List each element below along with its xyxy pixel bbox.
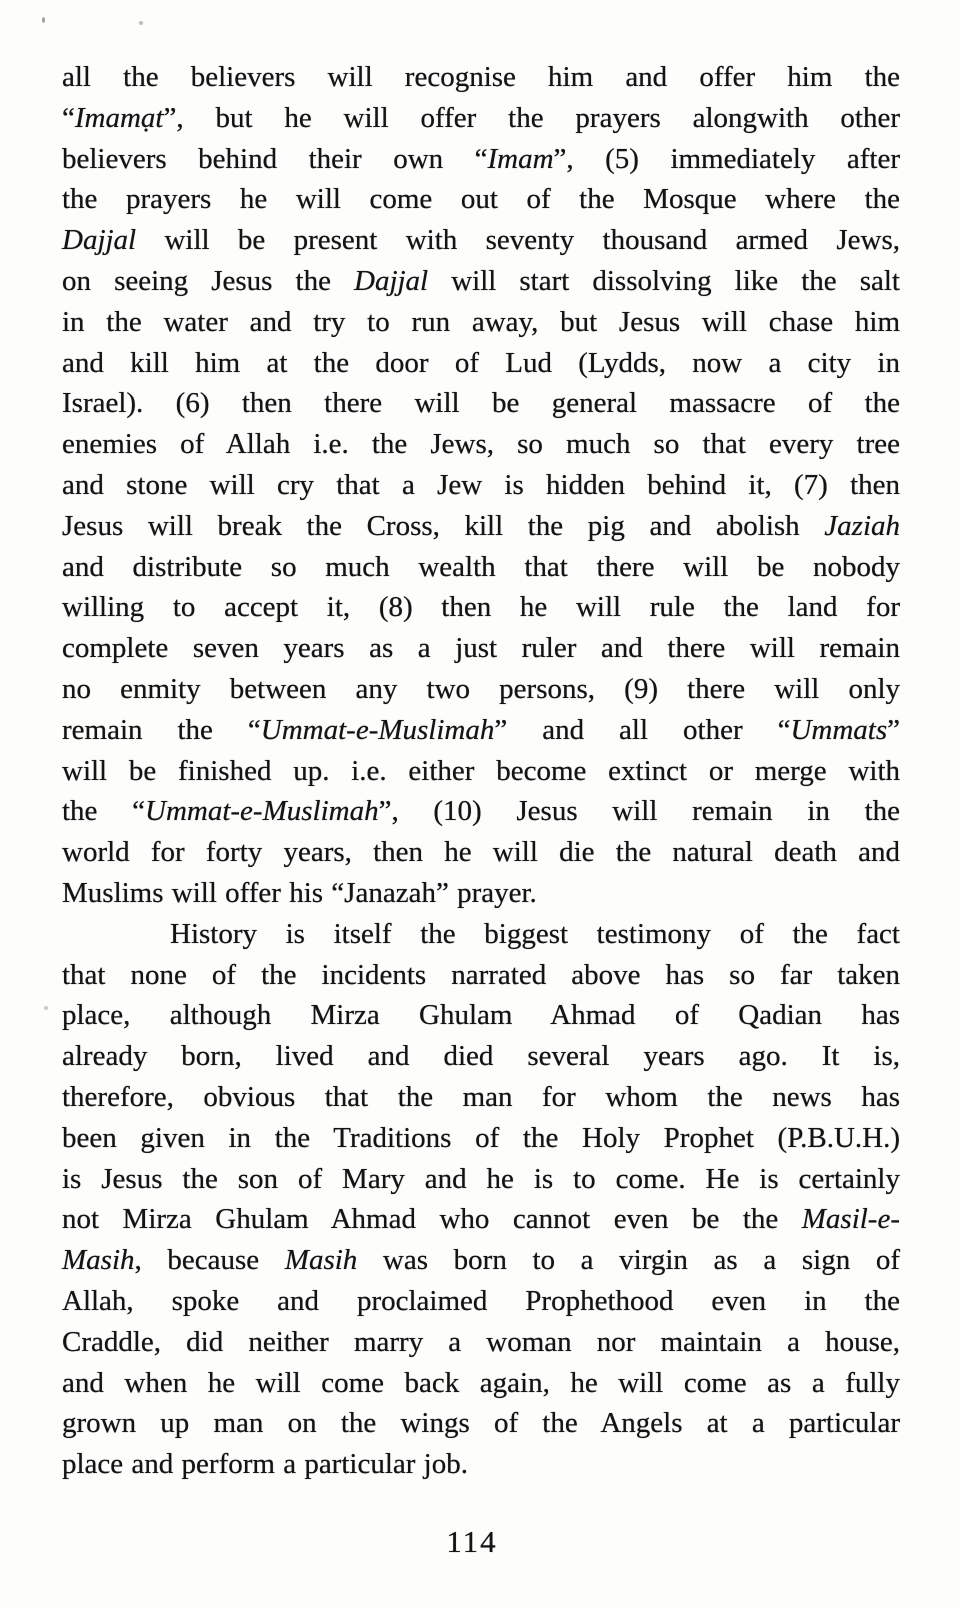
text-line bbox=[62, 587, 900, 628]
text-line bbox=[62, 220, 900, 261]
text-line bbox=[62, 669, 900, 710]
text-line bbox=[62, 995, 900, 1036]
italic-text-segment: Imam bbox=[487, 142, 554, 175]
text-segment: Craddle, did neither marry a woman nor maintain a house, bbox=[62, 1325, 900, 1358]
text-segment: the “ bbox=[62, 795, 145, 828]
text-segment: already born, lived and died several years ago. It is, bbox=[62, 1040, 900, 1073]
paragraph bbox=[62, 914, 900, 1485]
text-segment: , because bbox=[134, 1244, 285, 1277]
text-segment: will be present with seventy thousand armed Jews, bbox=[136, 224, 900, 257]
text-segment: will start dissolving like the salt bbox=[428, 264, 900, 297]
text-line bbox=[62, 873, 900, 914]
text-segment: no enmity between any two persons, (9) there will only bbox=[62, 672, 900, 705]
text-segment: “ bbox=[62, 101, 75, 134]
text-segment: in the water and try to run away, but Jesus will chase him bbox=[62, 305, 900, 338]
text-segment: ”, but he will offer the prayers alongwith other bbox=[163, 101, 900, 134]
text-segment: was born to a virgin as a sign of bbox=[357, 1244, 900, 1277]
text-line bbox=[62, 914, 900, 955]
text-line bbox=[62, 1036, 900, 1077]
text-segment: is Jesus the son of Mary and he is to come. He is certainly bbox=[62, 1162, 900, 1195]
text-segment: world for forty years, then he will die the natural death and bbox=[62, 836, 900, 869]
text-line bbox=[62, 1240, 900, 1281]
text-line bbox=[62, 98, 900, 139]
text-line bbox=[62, 383, 900, 424]
text-line bbox=[62, 424, 900, 465]
text-segment: ” bbox=[887, 713, 900, 746]
text-line bbox=[62, 1077, 900, 1118]
text-segment: Muslims will offer his “Janazah” prayer. bbox=[62, 876, 537, 909]
scan-speck bbox=[42, 17, 45, 23]
text-segment: all the believers will recognise him and offer him the bbox=[62, 61, 900, 93]
text-line bbox=[62, 139, 900, 180]
text-segment: remain the “ bbox=[62, 713, 261, 746]
text-line bbox=[62, 57, 900, 98]
text-line bbox=[62, 506, 900, 547]
text-segment: enemies of Allah i.e. the Jews, so much so that every tree bbox=[62, 428, 900, 461]
text-line bbox=[62, 791, 900, 832]
paragraph bbox=[62, 57, 900, 914]
text-segment: the prayers he will come out of the Mosque where the bbox=[62, 183, 900, 216]
text-line bbox=[62, 1403, 900, 1444]
italic-text-segment: Ummats bbox=[790, 713, 888, 746]
text-segment: place, although Mirza Ghulam Ahmad of Qadian has bbox=[62, 999, 900, 1032]
text-segment: and stone will cry that a Jew is hidden behind it, (7) then bbox=[62, 468, 900, 501]
italic-text-segment: Ummat-e-Muslimah bbox=[260, 713, 495, 746]
text-segment: on seeing Jesus the bbox=[62, 264, 354, 297]
text-line bbox=[62, 1281, 900, 1322]
text-segment: and kill him at the door of Lud (Lydds, now a city in bbox=[62, 346, 900, 379]
text-segment: Israel). (6) then there will be general massacre of the bbox=[62, 387, 900, 420]
text-segment: that none of the incidents narrated above has so far taken bbox=[62, 958, 900, 991]
text-line bbox=[62, 955, 900, 996]
text-line bbox=[62, 302, 900, 343]
text-segment: willing to accept it, (8) then he will rule the land for bbox=[62, 591, 900, 624]
scan-speck bbox=[44, 1006, 48, 1010]
text-line bbox=[62, 1322, 900, 1363]
text-line bbox=[62, 1118, 900, 1159]
text-line bbox=[62, 261, 900, 302]
text-line bbox=[62, 628, 900, 669]
italic-text-segment: Masih bbox=[284, 1244, 358, 1277]
text-segment: ”, (10) Jesus will remain in the bbox=[378, 795, 900, 828]
text-segment: therefore, obvious that the man for whom the news has bbox=[62, 1080, 900, 1113]
text-segment: History is itself the biggest testimony of the fact bbox=[170, 917, 900, 950]
text-segment: Allah, spoke and proclaimed Prophethood even in the bbox=[62, 1284, 900, 1317]
text-line bbox=[62, 1159, 900, 1200]
text-segment: place and perform a particular job. bbox=[62, 1448, 468, 1481]
text-line bbox=[62, 179, 900, 220]
italic-text-segment: Dajjal bbox=[62, 224, 137, 257]
text-segment: ”, (5) immediately after bbox=[553, 142, 901, 175]
text-segment: not Mirza Ghulam Ahmad who cannot even be the bbox=[62, 1203, 802, 1236]
text-segment: ” and all other “ bbox=[494, 713, 791, 746]
text-line bbox=[62, 1363, 900, 1404]
text-segment: and distribute so much wealth that there will be nobody bbox=[62, 550, 900, 583]
italic-text-segment: Masih bbox=[62, 1244, 135, 1277]
italic-text-segment: Dajjal bbox=[354, 264, 429, 297]
scan-speck bbox=[139, 21, 143, 25]
page-body bbox=[62, 57, 900, 1485]
text-line bbox=[62, 547, 900, 588]
text-line bbox=[62, 1199, 900, 1240]
page-number: 114 bbox=[446, 1524, 498, 1559]
italic-text-segment: Jaziah bbox=[824, 509, 900, 542]
text-line bbox=[62, 710, 900, 751]
text-line bbox=[62, 832, 900, 873]
text-line bbox=[62, 465, 900, 506]
text-line bbox=[62, 343, 900, 384]
text-segment: and when he will come back again, he will come as a fully bbox=[62, 1366, 900, 1399]
text-line bbox=[62, 751, 900, 792]
italic-text-segment: Imamạt bbox=[74, 101, 164, 134]
text-segment: complete seven years as a just ruler and there will remain bbox=[62, 632, 900, 665]
text-segment: believers behind their own “ bbox=[62, 142, 488, 175]
text-segment: Jesus will break the Cross, kill the pig and abolish bbox=[62, 509, 825, 542]
text-line bbox=[62, 1444, 900, 1485]
text-segment: been given in the Traditions of the Holy Prophet (P.B.U.H.) bbox=[62, 1121, 900, 1154]
italic-text-segment: Masil-e- bbox=[801, 1203, 900, 1236]
italic-text-segment: Ummat-e-Muslimah bbox=[145, 795, 379, 828]
text-segment: will be finished up. i.e. either become extinct or merge with bbox=[62, 754, 900, 787]
text-segment: grown up man on the wings of the Angels at a particular bbox=[62, 1407, 900, 1440]
